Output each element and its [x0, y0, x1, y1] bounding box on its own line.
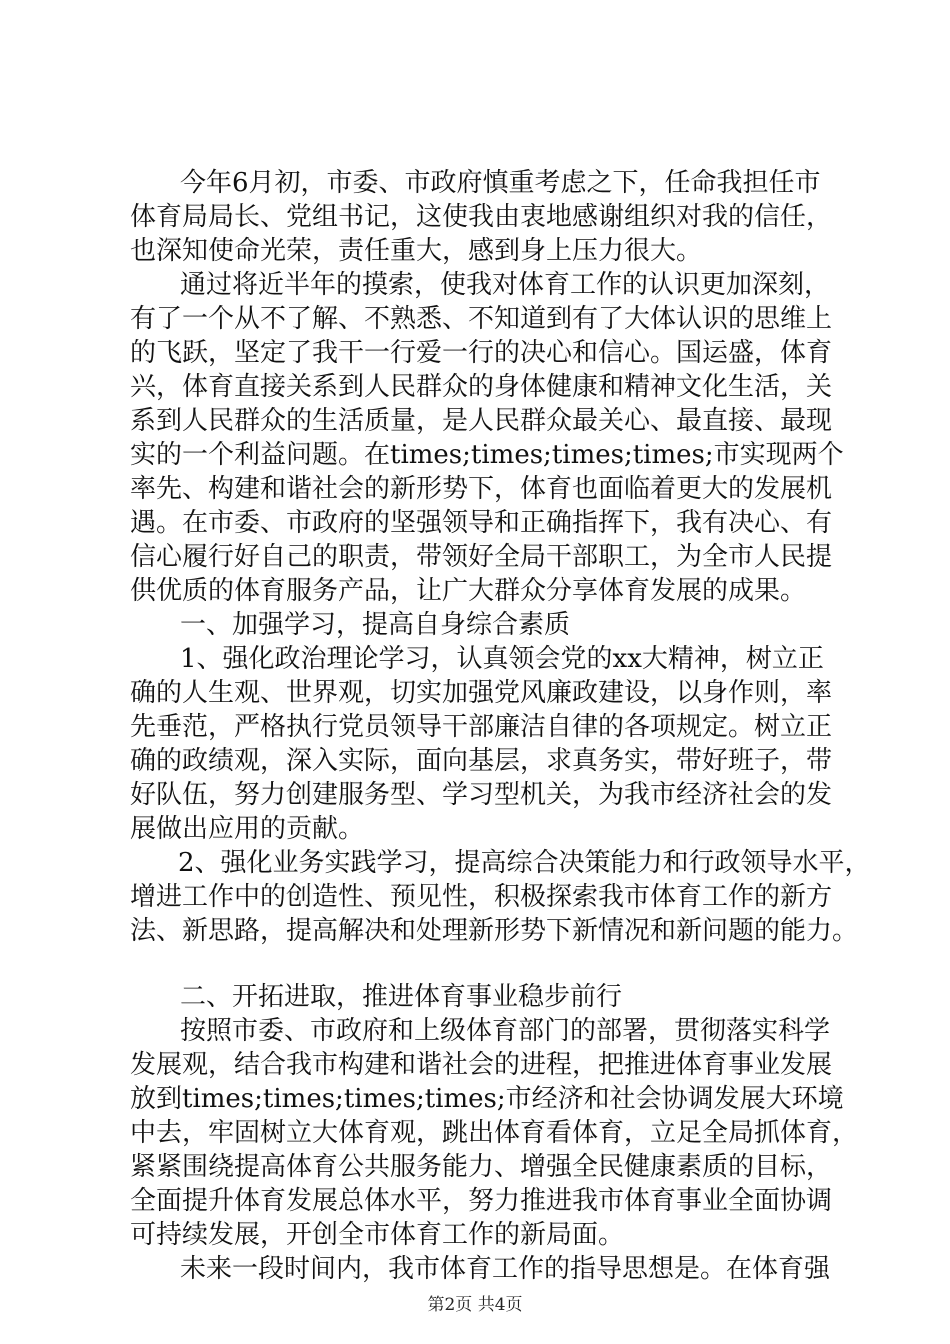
- page-footer: 第2页 共4页: [427, 1295, 523, 1315]
- text-line: 按照市委、市政府和上级体育部门的部署，贯彻落实科学: [180, 1016, 831, 1046]
- text-line: 好队伍，努力创建服务型、学习型机关，为我市经济社会的发: [130, 780, 833, 810]
- text-line: 有了一个从不了解、不熟悉、不知道到有了大体认识的思维上: [130, 304, 833, 334]
- text-line: 一、加强学习，提高自身综合素质: [180, 610, 571, 640]
- text-line: 通过将近半年的摸索，使我对体育工作的认识更加深刻，: [180, 270, 831, 300]
- text-line: 增进工作中的创造性、预见性，积极探索我市体育工作的新方: [130, 882, 833, 912]
- text-line: 放到times;times;times;times;市经济和社会协调发展大环境: [130, 1084, 844, 1114]
- text-line: 的飞跃，坚定了我干一行爱一行的决心和信心。国运盛，体育: [130, 338, 833, 368]
- text-line: 1、强化政治理论学习，认真领会党的xx大精神，树立正: [180, 644, 824, 674]
- text-line: 法、新思路，提高解决和处理新形势下新情况和新问题的能力。: [130, 916, 859, 946]
- text-line: 确的人生观、世界观，切实加强党风廉政建设，以身作则，率: [130, 678, 833, 708]
- text-line: 信心履行好自己的职责，带领好全局干部职工，为全市人民提: [130, 542, 833, 572]
- text-line: 展做出应用的贡献。: [130, 814, 365, 844]
- text-line: 系到人民群众的生活质量，是人民群众最关心、最直接、最现: [130, 406, 833, 436]
- text-line: 二、开拓进取，推进体育事业稳步前行: [180, 982, 623, 1012]
- text-line: 今年6月初，市委、市政府慎重考虑之下，任命我担任市: [180, 168, 821, 198]
- text-line: 2、强化业务实践学习，提高综合决策能力和行政领导水平，: [178, 848, 871, 878]
- text-line: 确的政绩观，深入实际，面向基层，求真务实，带好班子，带: [130, 746, 833, 776]
- text-line: 先垂范，严格执行党员领导干部廉洁自律的各项规定。树立正: [130, 712, 833, 742]
- text-line: 发展观，结合我市构建和谐社会的进程，把推进体育事业发展: [130, 1050, 833, 1080]
- text-line: 中去，牢固树立大体育观，跳出体育看体育，立足全局抓体育，: [130, 1118, 859, 1148]
- text-line: 率先、构建和谐社会的新形势下，体育也面临着更大的发展机: [130, 474, 833, 504]
- text-line: 也深知使命光荣，责任重大，感到身上压力很大。: [130, 236, 703, 266]
- text-line: 体育局局长、党组书记，这使我由衷地感谢组织对我的信任，: [130, 202, 833, 232]
- text-line: 未来一段时间内，我市体育工作的指导思想是。在体育强: [180, 1254, 831, 1284]
- text-line: 供优质的体育服务产品，让广大群众分享体育发展的成果。: [130, 576, 807, 606]
- text-line: 兴，体育直接关系到人民群众的身体健康和精神文化生活，关: [130, 372, 833, 402]
- text-line: 实的一个利益问题。在times;times;times;times;市实现两个: [130, 440, 844, 470]
- text-line: 遇。在市委、市政府的坚强领导和正确指挥下，我有决心、有: [130, 508, 833, 538]
- text-line: 可持续发展，开创全市体育工作的新局面。: [130, 1220, 625, 1250]
- text-line: 紧紧围绕提高体育公共服务能力、增强全民健康素质的目标，: [130, 1152, 833, 1182]
- text-line: 全面提升体育发展总体水平，努力推进我市体育事业全面协调: [130, 1186, 833, 1216]
